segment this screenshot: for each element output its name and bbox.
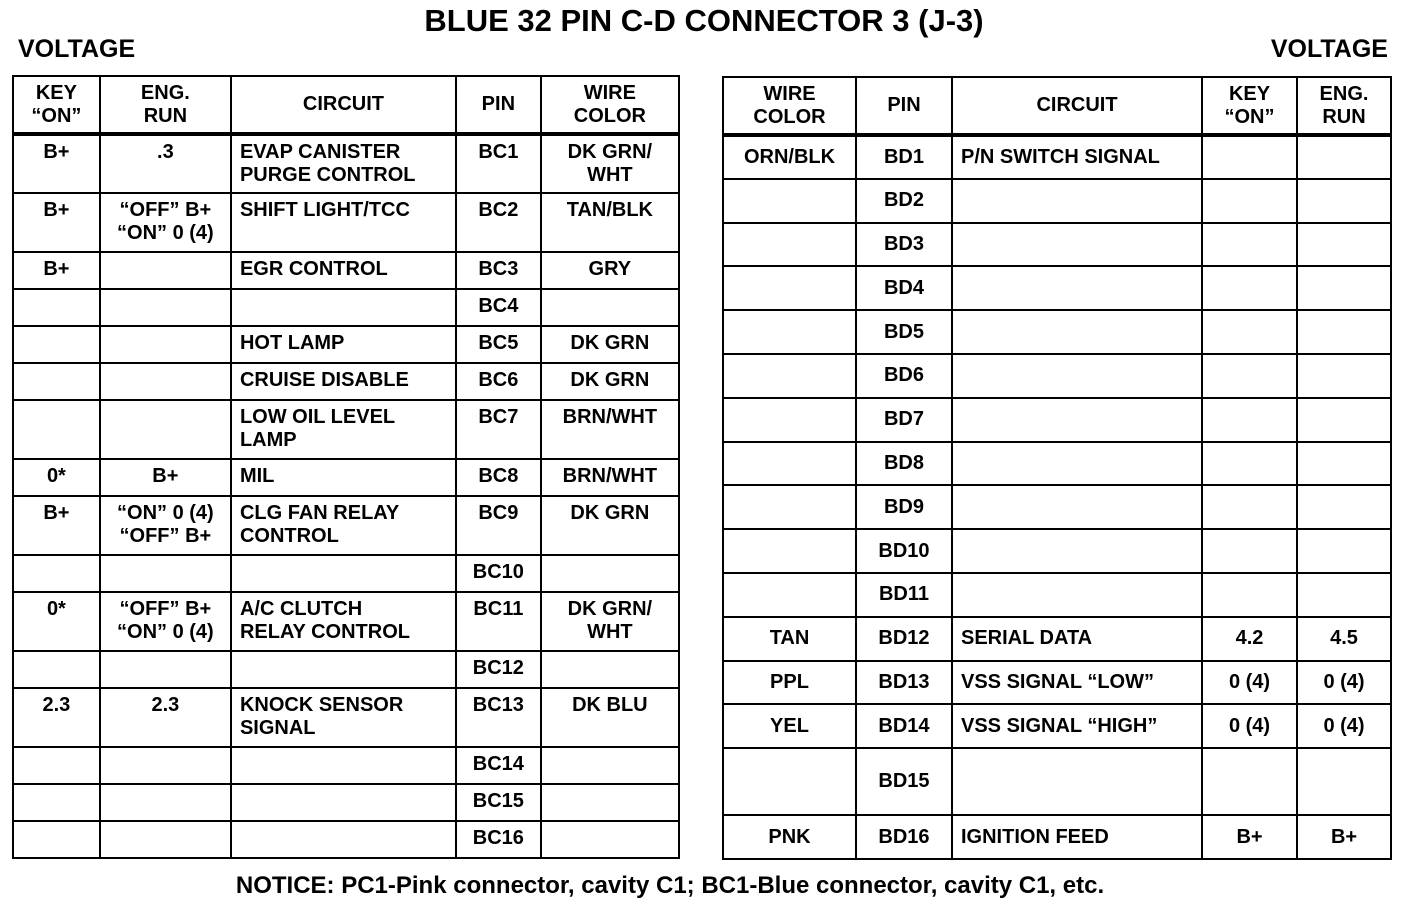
pin-cell: BD2 <box>856 179 952 223</box>
eng-run-cell <box>1297 529 1391 573</box>
table-row <box>13 496 679 555</box>
table-row <box>723 442 1391 486</box>
circuit-cell: VSS SIGNAL “HIGH” <box>952 704 1202 748</box>
key-on-cell: 0 (4) <box>1202 704 1297 748</box>
key-on-cell <box>1202 135 1297 179</box>
table-row <box>723 223 1391 267</box>
wire-color-cell <box>723 310 856 354</box>
key-on-cell <box>13 326 100 363</box>
table-row <box>13 747 679 784</box>
pin-cell: BC15 <box>456 784 541 821</box>
notice-text: NOTICE: PC1-Pink connector, cavity C1; BC1-Blue connector, cavity C1, etc. <box>235 872 1105 899</box>
circuit-cell <box>952 573 1202 617</box>
key-on-cell <box>1202 748 1297 815</box>
key-on-cell <box>13 784 100 821</box>
eng-run-cell <box>1297 135 1391 179</box>
key-on-cell <box>1202 442 1297 486</box>
circuit-cell <box>952 398 1202 442</box>
key-on-cell <box>1202 398 1297 442</box>
key-on-cell: B+ <box>13 134 100 193</box>
wire-color-cell: DK BLU <box>541 688 679 747</box>
key-on-cell <box>1202 179 1297 223</box>
circuit-cell <box>952 442 1202 486</box>
pin-cell: BD1 <box>856 135 952 179</box>
circuit-cell <box>952 354 1202 398</box>
key-on-cell: 2.3 <box>13 688 100 747</box>
pin-cell: BD15 <box>856 748 952 815</box>
key-on-cell <box>1202 485 1297 529</box>
circuit-cell <box>952 748 1202 815</box>
table-row <box>723 529 1391 573</box>
circuit-cell: KNOCK SENSOR SIGNAL <box>231 688 456 747</box>
eng-run-cell <box>1297 485 1391 529</box>
circuit-cell <box>231 289 456 326</box>
wire-color-cell <box>723 223 856 267</box>
key-on-cell <box>13 400 100 459</box>
key-on-cell: B+ <box>13 252 100 289</box>
wire-color-cell <box>541 555 679 592</box>
circuit-cell: CRUISE DISABLE <box>231 363 456 400</box>
circuit-cell: IGNITION FEED <box>952 815 1202 859</box>
key-on-cell <box>13 821 100 858</box>
wire-color-cell: TAN/BLK <box>541 193 679 252</box>
circuit-cell: EGR CONTROL <box>231 252 456 289</box>
eng-run-cell: “ON” 0 (4) “OFF” B+ <box>100 496 231 555</box>
key-on-cell <box>13 363 100 400</box>
eng-run-cell: 0 (4) <box>1297 704 1391 748</box>
table-row <box>13 363 679 400</box>
wire-color-cell: PPL <box>723 661 856 705</box>
circuit-cell <box>231 784 456 821</box>
eng-run-cell <box>1297 748 1391 815</box>
wire-color-cell: ORN/BLK <box>723 135 856 179</box>
eng-run-cell <box>100 252 231 289</box>
header-wire-color: WIRE COLOR <box>541 76 679 134</box>
pin-cell: BC11 <box>456 592 541 651</box>
wire-color-cell <box>541 747 679 784</box>
pin-cell: BC10 <box>456 555 541 592</box>
circuit-cell: MIL <box>231 459 456 496</box>
table-row <box>13 252 679 289</box>
header-eng-run: ENG. RUN <box>1297 77 1391 135</box>
table-row <box>723 815 1391 859</box>
circuit-cell: LOW OIL LEVEL LAMP <box>231 400 456 459</box>
circuit-cell <box>952 529 1202 573</box>
table-row <box>723 179 1391 223</box>
key-on-cell <box>1202 354 1297 398</box>
wire-color-cell: DK GRN <box>541 496 679 555</box>
pin-cell: BC6 <box>456 363 541 400</box>
circuit-cell: VSS SIGNAL “LOW” <box>952 661 1202 705</box>
circuit-cell: CLG FAN RELAY CONTROL <box>231 496 456 555</box>
pin-cell: BC1 <box>456 134 541 193</box>
table-row <box>13 592 679 651</box>
pin-cell: BC8 <box>456 459 541 496</box>
wire-color-cell <box>723 748 856 815</box>
table-row <box>723 266 1391 310</box>
circuit-cell: P/N SWITCH SIGNAL <box>952 135 1202 179</box>
table-row <box>723 573 1391 617</box>
key-on-cell <box>1202 223 1297 267</box>
wire-color-cell <box>723 573 856 617</box>
voltage-label-left: VOLTAGE <box>18 35 136 63</box>
eng-run-cell <box>100 651 231 688</box>
eng-run-cell: B+ <box>100 459 231 496</box>
circuit-cell <box>952 310 1202 354</box>
circuit-cell <box>231 555 456 592</box>
key-on-cell <box>13 555 100 592</box>
eng-run-cell: 2.3 <box>100 688 231 747</box>
eng-run-cell: .3 <box>100 134 231 193</box>
pin-cell: BD12 <box>856 617 952 661</box>
pin-cell: BC14 <box>456 747 541 784</box>
header-key-on: KEY “ON” <box>1202 77 1297 135</box>
eng-run-cell: B+ <box>1297 815 1391 859</box>
wire-color-cell: DK GRN/ WHT <box>541 592 679 651</box>
wire-color-cell: YEL <box>723 704 856 748</box>
key-on-cell: 0 (4) <box>1202 661 1297 705</box>
pin-cell: BC9 <box>456 496 541 555</box>
eng-run-cell <box>100 784 231 821</box>
circuit-cell <box>952 266 1202 310</box>
table-row <box>723 704 1391 748</box>
wire-color-cell <box>541 651 679 688</box>
key-on-cell <box>13 747 100 784</box>
pin-cell: BC4 <box>456 289 541 326</box>
pin-cell: BD11 <box>856 573 952 617</box>
key-on-cell: 0* <box>13 592 100 651</box>
circuit-cell: A/C CLUTCH RELAY CONTROL <box>231 592 456 651</box>
table-header-row <box>723 77 1391 135</box>
pin-cell: BC16 <box>456 821 541 858</box>
table-row <box>723 354 1391 398</box>
eng-run-cell <box>100 363 231 400</box>
table-row <box>723 310 1391 354</box>
table-row <box>13 400 679 459</box>
table-row <box>13 651 679 688</box>
eng-run-cell <box>1297 179 1391 223</box>
pin-cell: BC2 <box>456 193 541 252</box>
eng-run-cell <box>100 821 231 858</box>
wire-color-cell <box>723 266 856 310</box>
circuit-cell <box>952 179 1202 223</box>
pin-cell: BC13 <box>456 688 541 747</box>
connector-bc-table <box>12 75 680 859</box>
circuit-cell <box>952 223 1202 267</box>
pin-cell: BD6 <box>856 354 952 398</box>
table-row <box>13 555 679 592</box>
circuit-cell: HOT LAMP <box>231 326 456 363</box>
eng-run-cell: “OFF” B+ “ON” 0 (4) <box>100 592 231 651</box>
wire-color-cell <box>723 529 856 573</box>
eng-run-cell <box>1297 442 1391 486</box>
wire-color-cell: DK GRN/ WHT <box>541 134 679 193</box>
wire-color-cell: BRN/WHT <box>541 400 679 459</box>
table-row <box>13 821 679 858</box>
eng-run-cell: 4.5 <box>1297 617 1391 661</box>
key-on-cell <box>13 651 100 688</box>
circuit-cell <box>231 747 456 784</box>
pin-cell: BC3 <box>456 252 541 289</box>
eng-run-cell <box>1297 398 1391 442</box>
table-row <box>13 459 679 496</box>
pin-cell: BC5 <box>456 326 541 363</box>
wire-color-cell: BRN/WHT <box>541 459 679 496</box>
table-row <box>723 661 1391 705</box>
pin-cell: BD16 <box>856 815 952 859</box>
eng-run-cell: 0 (4) <box>1297 661 1391 705</box>
key-on-cell <box>1202 573 1297 617</box>
pin-cell: BC12 <box>456 651 541 688</box>
eng-run-cell <box>100 555 231 592</box>
circuit-cell <box>231 821 456 858</box>
eng-run-cell <box>100 747 231 784</box>
wire-color-cell: GRY <box>541 252 679 289</box>
eng-run-cell <box>100 400 231 459</box>
header-wire-color: WIRE COLOR <box>723 77 856 135</box>
key-on-cell: 0* <box>13 459 100 496</box>
eng-run-cell <box>1297 266 1391 310</box>
table-row <box>13 784 679 821</box>
table-row <box>723 135 1391 179</box>
key-on-cell: B+ <box>13 496 100 555</box>
wire-color-cell: DK GRN <box>541 326 679 363</box>
key-on-cell: B+ <box>1202 815 1297 859</box>
eng-run-cell <box>100 289 231 326</box>
key-on-cell <box>1202 529 1297 573</box>
pin-cell: BC7 <box>456 400 541 459</box>
table-row <box>13 193 679 252</box>
wire-color-cell <box>723 485 856 529</box>
pin-cell: BD5 <box>856 310 952 354</box>
pin-cell: BD8 <box>856 442 952 486</box>
circuit-cell: EVAP CANISTER PURGE CONTROL <box>231 134 456 193</box>
pin-cell: BD14 <box>856 704 952 748</box>
voltage-label-right: VOLTAGE <box>1270 35 1388 63</box>
table-row <box>13 289 679 326</box>
pin-cell: BD10 <box>856 529 952 573</box>
key-on-cell <box>13 289 100 326</box>
table-row <box>13 688 679 747</box>
pin-cell: BD4 <box>856 266 952 310</box>
wire-color-cell: PNK <box>723 815 856 859</box>
wire-color-cell <box>723 442 856 486</box>
table-row <box>723 748 1391 815</box>
pin-cell: BD3 <box>856 223 952 267</box>
table-header-row <box>13 76 679 134</box>
wire-color-cell <box>541 289 679 326</box>
page-title: BLUE 32 PIN C-D CONNECTOR 3 (J-3) <box>424 3 984 38</box>
pin-cell: BD9 <box>856 485 952 529</box>
header-key-on: KEY “ON” <box>13 76 100 134</box>
wire-color-cell <box>723 354 856 398</box>
eng-run-cell: “OFF” B+ “ON” 0 (4) <box>100 193 231 252</box>
header-circuit: CIRCUIT <box>231 76 456 134</box>
header-circuit: CIRCUIT <box>952 77 1202 135</box>
circuit-cell: SERIAL DATA <box>952 617 1202 661</box>
table-row <box>13 134 679 193</box>
eng-run-cell <box>1297 354 1391 398</box>
circuit-cell: SHIFT LIGHT/TCC <box>231 193 456 252</box>
pin-cell: BD7 <box>856 398 952 442</box>
circuit-cell <box>952 485 1202 529</box>
eng-run-cell <box>1297 310 1391 354</box>
wire-color-cell: TAN <box>723 617 856 661</box>
connector-bd-table <box>722 76 1392 860</box>
wire-color-cell <box>723 398 856 442</box>
table-row <box>13 326 679 363</box>
table-row <box>723 485 1391 529</box>
header-pin: PIN <box>856 77 952 135</box>
key-on-cell: B+ <box>13 193 100 252</box>
header-pin: PIN <box>456 76 541 134</box>
table-row <box>723 617 1391 661</box>
key-on-cell: 4.2 <box>1202 617 1297 661</box>
eng-run-cell <box>100 326 231 363</box>
header-eng-run: ENG. RUN <box>100 76 231 134</box>
wire-color-cell: DK GRN <box>541 363 679 400</box>
pin-cell: BD13 <box>856 661 952 705</box>
table-row <box>723 398 1391 442</box>
key-on-cell <box>1202 310 1297 354</box>
wire-color-cell <box>541 821 679 858</box>
eng-run-cell <box>1297 573 1391 617</box>
circuit-cell <box>231 651 456 688</box>
wire-color-cell <box>723 179 856 223</box>
wire-color-cell <box>541 784 679 821</box>
key-on-cell <box>1202 266 1297 310</box>
eng-run-cell <box>1297 223 1391 267</box>
